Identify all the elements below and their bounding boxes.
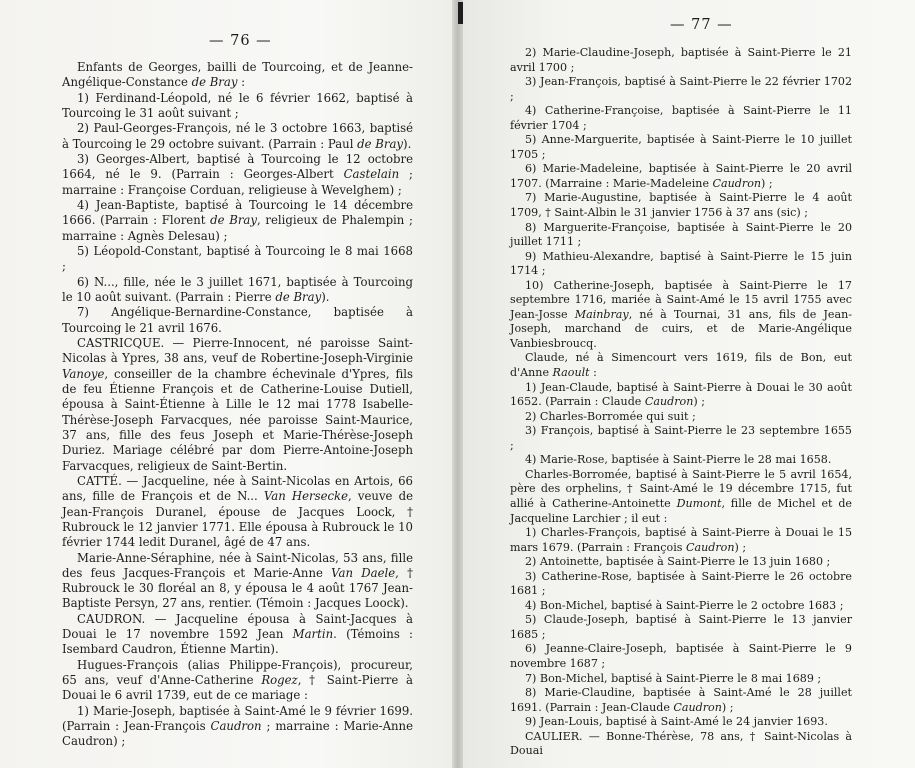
paragraph: 4) Jean-Baptiste, baptisé à Tourcoing le 14 décembre 1666. (Parrain : Florent de Bray, religieux de Phalempin ; marraine : Agnès Delesau) ; — [62, 197, 413, 243]
paragraph: Enfants de Georges, bailli de Tourcoing, et de Jeanne-Angélique-Constance de Bray : — [62, 60, 413, 90]
paragraph: Claude, né à Simencourt vers 1619, fils de Bon, eut d'Anne Raoult : — [510, 351, 852, 380]
paragraph: 6) N..., fille, née le 3 juillet 1671, baptisée à Tourcoing le 10 août suivant. (Parrain : Pierre de Bray). — [62, 274, 413, 304]
paragraph: 10) Catherine-Joseph, baptisée à Saint-Pierre le 17 septembre 1716, mariée à Saint-Amé le 15 avril 1755 avec Jean-Josse Mainbray, né à Tournai, 31 ans, fils de Jean-Joseph, marchand de cuirs, et de Marie-Angélique Vanbiesbroucq. — [510, 278, 853, 350]
paragraph: 5) Anne-Marguerite, baptisée à Saint-Pierre le 10 juillet 1705 ; — [510, 133, 852, 161]
paragraph: Hugues-François (alias Philippe-François), procureur, 65 ans, veuf d'Anne-Catherine Rogez, † Saint-Pierre à Douai le 6 avril 1739, eut de ce mariage : — [62, 657, 413, 703]
paragraph: 6) Marie-Madeleine, baptisée à Saint-Pierre le 20 avril 1707. (Marraine : Marie-Madeleine Caudron) ; — [510, 162, 852, 190]
paragraph: 2) Antoinette, baptisée à Saint-Pierre le 13 juin 1680 ; — [525, 555, 831, 569]
page-body — [62, 60, 413, 750]
paragraph: 7) Angélique-Bernardine-Constance, baptisée à Tourcoing le 21 avril 1676. — [62, 305, 413, 335]
paragraph: 3) Jean-François, baptisé à Saint-Pierre le 22 février 1702 ; — [510, 75, 852, 103]
paragraph: 1) Charles-François, baptisé à Saint-Pierre à Douai le 15 mars 1679. (Parrain : François Caudron) ; — [510, 526, 852, 554]
paragraph: 1) Ferdinand-Léopold, né le 6 février 1662, baptisé à Tourcoing le 31 août suivant ; — [62, 90, 413, 120]
paragraph: 4) Bon-Michel, baptisé à Saint-Pierre le 2 octobre 1683 ; — [525, 598, 844, 612]
paragraph: CAUDRON. — Jacqueline épousa à Saint-Jacques à Douai le 17 novembre 1592 Jean Martin. (Témoins : Isembard Caudron, Étienne Martin). — [62, 611, 413, 657]
paragraph: 1) Jean-Claude, baptisé à Saint-Pierre à Douai le 30 août 1652. (Parrain : Claude Caudron) ; — [510, 380, 852, 409]
left-page — [0, 0, 452, 768]
paragraph: 9) Jean-Louis, baptisé à Saint-Amé le 24 janvier 1693. — [525, 715, 828, 729]
paragraph: 9) Mathieu-Alexandre, baptisé à Saint-Pierre le 15 juin 1714 ; — [510, 249, 852, 278]
paragraph: 1) Marie-Joseph, baptisée à Saint-Amé le 9 février 1699. (Parrain : Jean-François Caudron ; marraine : Marie-Anne Caudron) ; — [62, 703, 413, 749]
paragraph: 4) Marie-Rose, baptisée à Saint-Pierre le 28 mai 1658. — [525, 453, 832, 467]
paragraph: CASTRICQUE. — Pierre-Innocent, né paroisse Saint-Nicolas à Ypres, 38 ans, veuf de Robertine-Joseph-Virginie Vanoye, conseiller de la chambre échevinale d'Ypres, fils de feu Étienne François et de Catherine-Louise Dutiell, épousa à Saint-Étienne à Lille le 12 mai 1778 Isabelle-Thérèse-Joseph Farvacques, née paroisse Saint-Maurice, 37 ans, fille des feus Joseph et Marie-Thérèse-Joseph Duriez. Mariage célébré par dom Pierre-Antoine-Joseph Farvacques, religieux de Saint-Bertin. — [62, 335, 413, 473]
page-body — [510, 46, 852, 759]
paragraph: 2) Marie-Claudine-Joseph, baptisée à Saint-Pierre le 21 avril 1700 ; — [510, 46, 852, 74]
paragraph: 8) Marguerite-Françoise, baptisée à Saint-Pierre le 20 juillet 1711 ; — [510, 220, 852, 249]
paragraph: 2) Charles-Borromée qui suit ; — [525, 409, 696, 423]
book-gutter — [452, 0, 463, 768]
paragraph: 5) Claude-Joseph, baptisé à Saint-Pierre le 13 janvier 1685 ; — [510, 613, 852, 641]
paragraph: Charles-Borromée, baptisé à Saint-Pierre le 5 avril 1654, père des orphelins, † Saint-Amé le 19 décembre 1715, fut allié à Catherine-Antoinette Dumont, fille de Michel et de Jacqueline Larchier ; il eut : — [510, 467, 852, 525]
paragraph: 3) François, baptisé à Saint-Pierre le 23 septembre 1655 ; — [510, 424, 852, 452]
paragraph: 5) Léopold-Constant, baptisé à Tourcoing le 8 mai 1668 ; — [62, 243, 413, 274]
paragraph: CATTÉ. — Jacqueline, née à Saint-Nicolas en Artois, 66 ans, fille de François et de N... Van Hersecke, veuve de Jean-François Duranel, épouse de Jacques Loock, † Rubrouck le 12 janvier 1771. Elle épousa à Rubrouck le 10 février 1744 ledit Duranel, âgé de 47 ans. — [62, 473, 413, 550]
page-number: — 76 — — [209, 33, 272, 49]
paragraph: Marie-Anne-Séraphine, née à Saint-Nicolas, 53 ans, fille des feus Jacques-François et Marie-Anne Van Daele, † Rubrouck le 30 floréal an 8, y épousa le 4 août 1767 Jean-Baptiste Persyn, 27 ans, rentier. (Témoin : Jacques Loock). — [62, 550, 413, 611]
page-number: — 77 — — [670, 17, 733, 33]
paragraph: 7) Marie-Augustine, baptisée à Saint-Pierre le 4 août 1709, † Saint-Albin le 31 janvier 1756 à 37 ans (sic) ; — [510, 191, 852, 220]
right-page — [463, 0, 915, 768]
paragraph: 3) Catherine-Rose, baptisée à Saint-Pierre le 26 octobre 1681 ; — [510, 569, 852, 598]
paragraph: 2) Paul-Georges-François, né le 3 octobre 1663, baptisé à Tourcoing le 29 octobre suivant. (Parrain : Paul de Bray). — [62, 121, 413, 151]
paragraph: 4) Catherine-Françoise, baptisée à Saint-Pierre le 11 février 1704 ; — [510, 104, 852, 132]
paragraph: 7) Bon-Michel, baptisé à Saint-Pierre le 8 mai 1689 ; — [525, 671, 822, 685]
paragraph: 8) Marie-Claudine, baptisée à Saint-Amé le 28 juillet 1691. (Parrain : Jean-Claude Caudron) ; — [510, 686, 852, 714]
paragraph: 3) Georges-Albert, baptisé à Tourcoing le 12 octobre 1664, né le 9. (Parrain : Georges-Albert Castelain ; marraine : Françoise Corduan, religieuse à Wevelghem) ; — [62, 151, 413, 197]
paragraph: CAULIER. — Bonne-Thérèse, 78 ans, † Saint-Nicolas à Douai — [510, 729, 852, 758]
paragraph: 6) Jeanne-Claire-Joseph, baptisée à Saint-Pierre le 9 novembre 1687 ; — [510, 642, 852, 670]
